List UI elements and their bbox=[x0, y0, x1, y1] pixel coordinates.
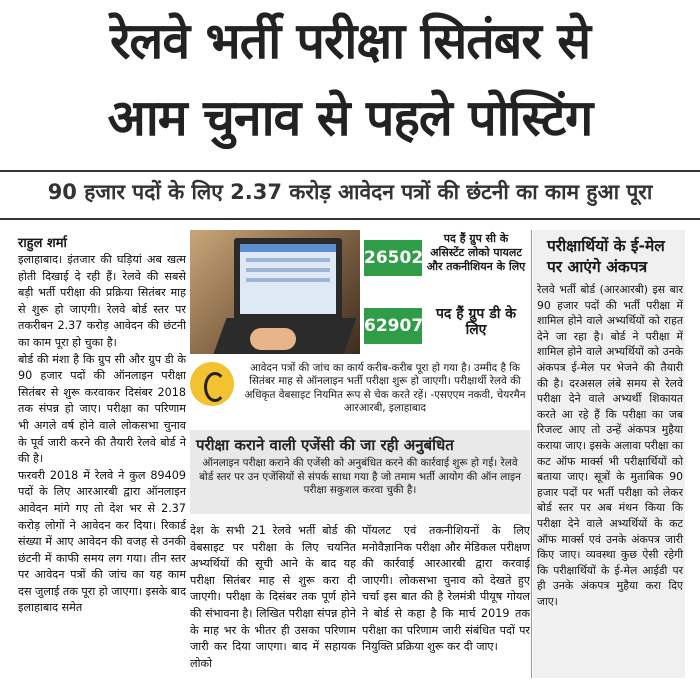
laptop-photo bbox=[190, 230, 360, 354]
screen-bar bbox=[240, 244, 336, 252]
column-divider bbox=[531, 230, 532, 678]
headline-line-1: रेलवे भर्ती परीक्षा सितंबर से bbox=[109, 12, 591, 70]
divider bbox=[0, 170, 700, 172]
stat-number: 26502 bbox=[364, 240, 422, 276]
screen-line bbox=[246, 268, 330, 272]
byline: राहुल शर्मा bbox=[18, 236, 67, 251]
paragraph: बोर्ड की मंशा है कि ग्रुप सी और ग्रुप डी के 90 हजार पदों की ऑनलाइन परीक्षा सितंबर से शुरू करवाकर दिसंबर 2018 तक संपन्न हो जाए। परीक्षा का परिणाम भी अगले वर्ष होने वाले लोकसभा चुनाव के पूर्व जारी करने की तैयारी रेलवे बोर्ड ने की है। bbox=[18, 352, 186, 466]
sidebar-box bbox=[533, 230, 685, 678]
stat-box-group-c bbox=[364, 232, 524, 284]
sidebar-title: परीक्षार्थियों के ई-मेल पर आएंगे अंकपत्र bbox=[547, 237, 665, 276]
box-title: परीक्षा कराने वाली एजेंसी की जा रही अनुबंधित bbox=[196, 436, 454, 454]
paragraph: फरवरी 2018 में रेलवे ने कुल 89409 पदों के लिए आरआरबी द्वारा ऑनलाइन आवेदन मांगे गए तो देश भर से 2.37 करोड़ लोगों ने आवेदन कर दिया। रिकार्ड संख्या में आए आवेदन की वजह से उनकी छंटनी में काफी समय लग गया। तीन स्तर पर आवेदन पत्रों की जांच का यह काम दस जुलाई तक पूरा हो जाएगा। इसके बाद इलाहाबाद समेत bbox=[18, 468, 186, 615]
headline-line-2: आम चुनाव से पहले पोस्टिंग bbox=[107, 89, 593, 147]
stat-number: 62907 bbox=[364, 308, 422, 344]
article-column-2: देश के सभी 21 रेलवे भर्ती बोर्ड की वेबसाइट पर परीक्षा के लिए चयनित अभ्यर्थियों की सूची आने के बाद यह परीक्षा सितंबर माह से शुरू करा दी जाएगी। परीक्षा के दिसंबर तक पूर्ण होने की संभावना है। लिखित परीक्षा संपन्न होने के माह भर के भीतर ही उसका परिणाम जारी कर दिया जाएगा। बाद में सहायक लोको bbox=[190, 524, 356, 670]
hand bbox=[250, 328, 296, 350]
article-column-3: पॉयलट एवं तकनीशियनों के लिए मनोवैज्ञानिक परीक्षा और मेडिकल परीक्षण की कार्रवाई आरआरबी द्वारा करवाई जाएगी। लोकसभा चुनाव को देखते हुए चर्चा इस बात की है रेलमंत्री पीयूष गोयल ने बोर्ड से कहा है कि मार्च 2019 तक परीक्षा का परिणाम जारी संबंधित पदों पर नियुक्ति प्रक्रिया शुरू कर दी जाए। bbox=[362, 524, 530, 654]
chairman-quote: आवेदन पत्रों की जांच का कार्य करीब-करीब पूरा हो गया है। उम्मीद है कि सितंबर माह से ऑनलाइन भर्ती परीक्षा शुरू हो जाएगी। परीक्षार्थी रेलवे की अधिकृत वेबसाइट नियमित रूप से चेक करते रहें। -एसएएम नकवी, चेयरमैन आरआरबी, इलाहाबाद bbox=[244, 362, 526, 415]
screen-line bbox=[246, 258, 330, 262]
box-text: ऑनलाइन परीक्षा कराने की एजेंसी को अनुबंधित करने की कार्रवाई शुरू हो गई। रेलवे बोर्ड स्तर पर उन एजेंसियों से संपर्क साधा गया है जो तमाम भर्ती आयोग की ऑन लाइन परीक्षा सकुशल करवा चुकी है। bbox=[199, 457, 521, 497]
laptop-screen bbox=[234, 238, 342, 320]
subheadline: 90 हजार पदों के लिए 2.37 करोड़ आवेदन पत्रों की छंटनी का काम हुआ पूरा bbox=[47, 180, 653, 204]
agency-box bbox=[190, 430, 530, 514]
screen-line bbox=[246, 278, 330, 282]
divider bbox=[0, 218, 700, 220]
stat-text: पद हैं ग्रुप सी के असिस्टेंट लोको पायलट और तकनीशियन के लिए bbox=[426, 232, 526, 273]
paragraph: इलाहाबाद। इंतजार की घड़ियां अब खत्म होती दिखाई दे रही हैं। रेलवे की सबसे बड़ी भर्ती परीक्षा की प्रक्रिया सितंबर माह से शुरू हो जाएगी। रेलवे बोर्ड स्तर पर तकरीबन 2.37 करोड़ आवेदन की छंटनी का काम पूरा हो चुका है। bbox=[18, 253, 186, 349]
sidebar-text: रेलवे भर्ती बोर्ड (आरआरबी) इस बार 90 हजार पदों की भर्ती परीक्षा में शामिल होने वाले अभ्यर्थियों को राहत देने जा रहा है। बोर्ड ने परीक्षा में शामिल होने वाले अभ्यर्थियों को उनके अंकपत्र ई-मेल पर भेजने की तैयारी की है। दरअसल लंबे समय से रेलवे परीक्षा देने वाले अभ्यर्थी शिकायत करते आ रहे हैं कि परीक्षा का जब रिजल्ट आए तो उन्हें अंकपत्र मुहैया कराया जाए। इसके अलावा परीक्षा का कट ऑफ मार्क्स भी परीक्षार्थियों को बताया जाए। सूत्रों के मुताबिक 90 हजार पदों पर भर्ती परीक्षा को लेकर बोर्ड स्तर पर अब मंथन किया कि परीक्षा देने वाले अभ्यर्थियों के कट ऑफ मार्क्स एवं उनके अंकपत्र जारी किए जाए। व्यवस्था कुछ ऐसी रहेगी कि परीक्षार्थियों के ई-मेल आईडी पर ही उनके अंकपत्र मुहैया करा दिए जाए। bbox=[537, 283, 683, 608]
stat-box-group-d bbox=[364, 300, 524, 352]
stat-text: पद हैं ग्रुप डी के लिए bbox=[435, 306, 517, 338]
quote-icon bbox=[190, 362, 234, 406]
article-column-1 bbox=[18, 252, 186, 676]
